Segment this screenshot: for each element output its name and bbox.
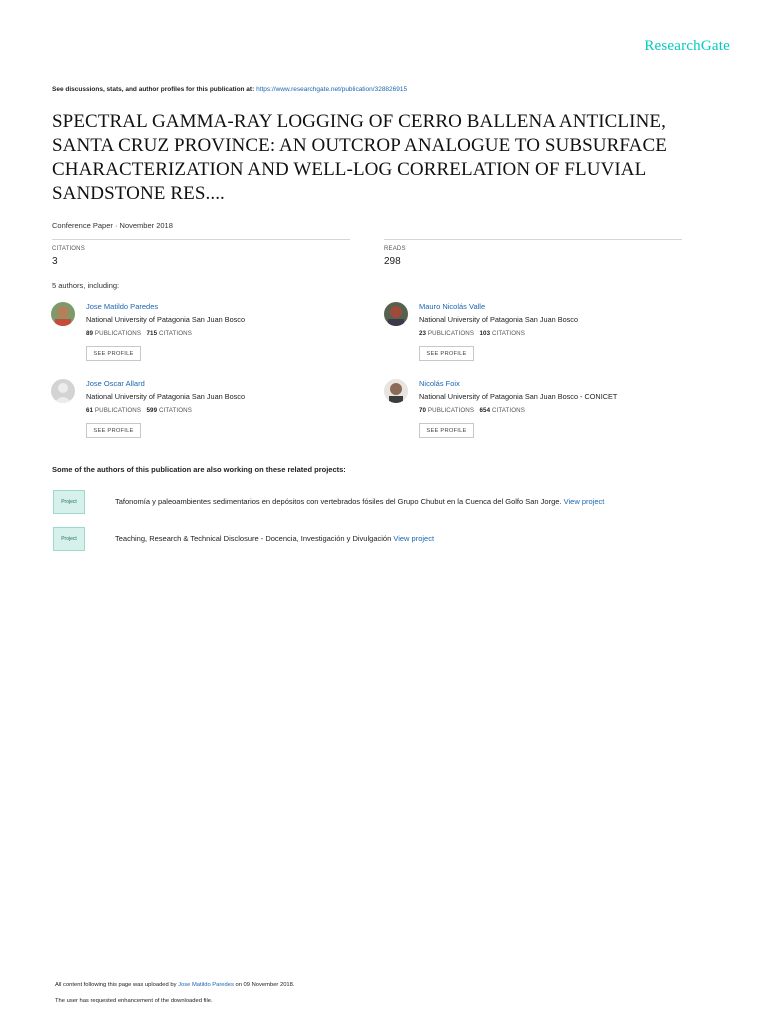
projects-heading: Some of the authors of this publication are also working on these related projects: <box>52 465 346 474</box>
reads-value: 298 <box>384 256 401 267</box>
enhancement-notice: The user has requested enhancement of the downloaded file. <box>55 998 213 1004</box>
author-avatar[interactable] <box>384 379 408 403</box>
divider <box>384 239 682 240</box>
see-profile-button[interactable]: SEE PROFILE <box>86 423 141 438</box>
author-name-link[interactable]: Mauro Nicolás Valle <box>419 302 486 311</box>
divider <box>52 239 350 240</box>
author-affiliation: National University of Patagonia San Juan Bosco <box>419 315 579 324</box>
view-project-link[interactable]: View project <box>393 534 435 543</box>
publication-url-link[interactable]: https://www.researchgate.net/publication/328826915 <box>256 86 408 93</box>
uploader-link[interactable]: Jose Matildo Paredes <box>178 982 234 988</box>
author-affiliation: National University of Patagonia San Juan Bosco <box>86 392 246 401</box>
project-item <box>115 497 604 506</box>
upload-notice: All content following this page was uploaded by Jose Matildo Paredes on 09 November 2018. <box>55 982 295 988</box>
view-project-link[interactable]: View project <box>563 497 605 506</box>
author-avatar[interactable] <box>51 302 75 326</box>
project-description: Tafonomía y paleoambientes sedimentarios en depósitos con vertebrados fósiles del Grupo Chubut en la Cuenca del Golfo San Jorge. <box>115 497 562 506</box>
reads-label: READS <box>384 246 406 252</box>
authors-heading: 5 authors, including: <box>52 281 120 290</box>
citations-label: CITATIONS <box>52 246 85 252</box>
author-avatar[interactable] <box>51 379 75 403</box>
author-stats: 70 PUBLICATIONS 654 CITATIONS <box>419 407 525 414</box>
researchgate-logo[interactable]: ResearchGate <box>644 38 730 54</box>
discussion-line <box>52 86 407 93</box>
author-name-link[interactable]: Nicolás Foix <box>419 379 460 388</box>
author-stats: 23 PUBLICATIONS 103 CITATIONS <box>419 330 525 337</box>
author-avatar[interactable] <box>384 302 408 326</box>
paper-meta: Conference Paper · November 2018 <box>52 221 173 230</box>
author-stats: 61 PUBLICATIONS 599 CITATIONS <box>86 407 192 414</box>
paper-title: SPECTRAL GAMMA-RAY LOGGING OF CERRO BALLENA ANTICLINE, SANTA CRUZ PROVINCE: AN OUTCROP ANALOGUE TO SUBSURFACE CHARACTERIZATION AND WELL-LOG CORRELATION OF FLUVIAL SANDSTONE RES.... <box>52 111 667 204</box>
see-profile-button[interactable]: SEE PROFILE <box>419 423 474 438</box>
see-profile-button[interactable]: SEE PROFILE <box>86 346 141 361</box>
author-name-link[interactable]: Jose Oscar Allard <box>86 379 145 388</box>
author-stats: 89 PUBLICATIONS 715 CITATIONS <box>86 330 192 337</box>
author-affiliation: National University of Patagonia San Juan Bosco - CONICET <box>419 392 618 401</box>
citations-value: 3 <box>52 256 58 267</box>
project-description: Teaching, Research & Technical Disclosure - Docencia, Investigación y Divulgación <box>115 534 392 543</box>
project-icon: Project <box>53 490 85 514</box>
see-profile-button[interactable]: SEE PROFILE <box>419 346 474 361</box>
author-affiliation: National University of Patagonia San Juan Bosco <box>86 315 246 324</box>
project-item <box>115 534 434 543</box>
discussion-prefix: See discussions, stats, and author profiles for this publication at: <box>52 86 255 93</box>
project-icon: Project <box>53 527 85 551</box>
author-name-link[interactable]: Jose Matildo Paredes <box>86 302 159 311</box>
